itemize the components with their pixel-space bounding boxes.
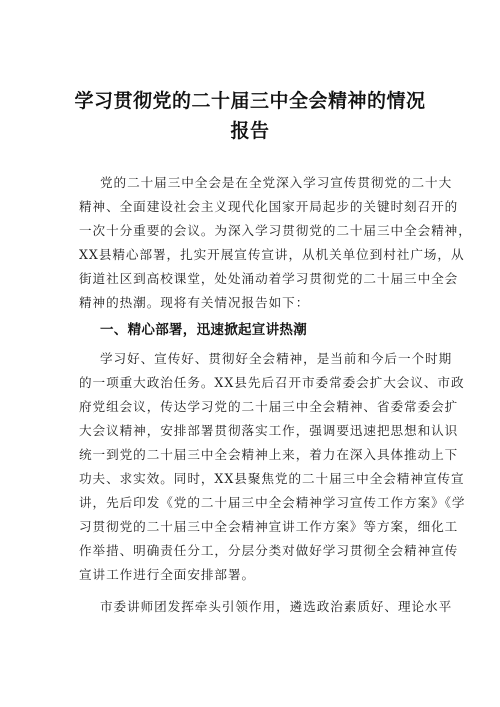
paragraph-1-line-6: 精神的热潮。现将有关情况报告如下： [79, 295, 310, 310]
document-title-line-2: 报告 [230, 120, 270, 142]
paragraph-3-line-1: 市委讲师团发挥牵头引领作用，遴选政治素质好、理论水平 [100, 599, 453, 614]
paragraph-2-line-4: 大会议精神，安排部署贯彻落实工作，强调要迅速把思想和认识 [79, 423, 459, 438]
paragraph-1-line-3: 一次十分重要的会议。为深入学习贯彻党的二十届三中全会精神， [79, 223, 472, 238]
paragraph-2-line-3: 府党组会议，传达学习党的二十届三中全会精神、省委常委会扩 [79, 399, 459, 414]
paragraph-2-line-5: 统一到党的二十届三中全会精神上来，着力在深入具体推动上下 [79, 447, 459, 462]
paragraph-2-line-1: 学习好、宣传好、贯彻好全会精神，是当前和今后一个时期 [100, 351, 453, 366]
paragraph-1-line-2: 精神、全面建设社会主义现代化国家开局起步的关键时刻召开的 [79, 199, 459, 214]
section-heading-1: 一、精心部署，迅速掀起宣讲热潮 [100, 322, 307, 338]
paragraph-1-line-1: 党的二十届三中全会是在全党深入学习宣传贯彻党的二十大 [100, 175, 453, 190]
paragraph-2-line-10: 宣讲工作进行全面安排部署。 [79, 567, 256, 582]
paragraph-2-line-2: 的一项重大政治任务。XX县先后召开市委常委会扩大会议、市政 [79, 375, 465, 390]
paragraph-2-line-7: 讲，先后印发《党的二十届三中全会精神学习宣传工作方案》《学 [79, 495, 466, 510]
paragraph-2-line-8: 习贯彻党的二十届三中全会精神宣讲工作方案》等方案，细化工 [79, 519, 459, 534]
paragraph-2-line-6: 功夫、求实效。同时，XX县聚焦党的二十届三中全会精神宣传宣 [79, 471, 465, 486]
paragraph-1-line-5: 街道社区到高校课堂，处处涌动着学习贯彻党的二十届三中全会 [79, 271, 459, 286]
paragraph-2-line-9: 作举措、明确责任分工，分层分类对做好学习贯彻全会精神宣传 [79, 543, 459, 558]
paragraph-1-line-4: XX县精心部署，扎实开展宣传宣讲，从机关单位到村社广场，从 [79, 247, 465, 262]
document-title-line-1: 学习贯彻党的二十届三中全会精神的情况 [74, 90, 426, 112]
